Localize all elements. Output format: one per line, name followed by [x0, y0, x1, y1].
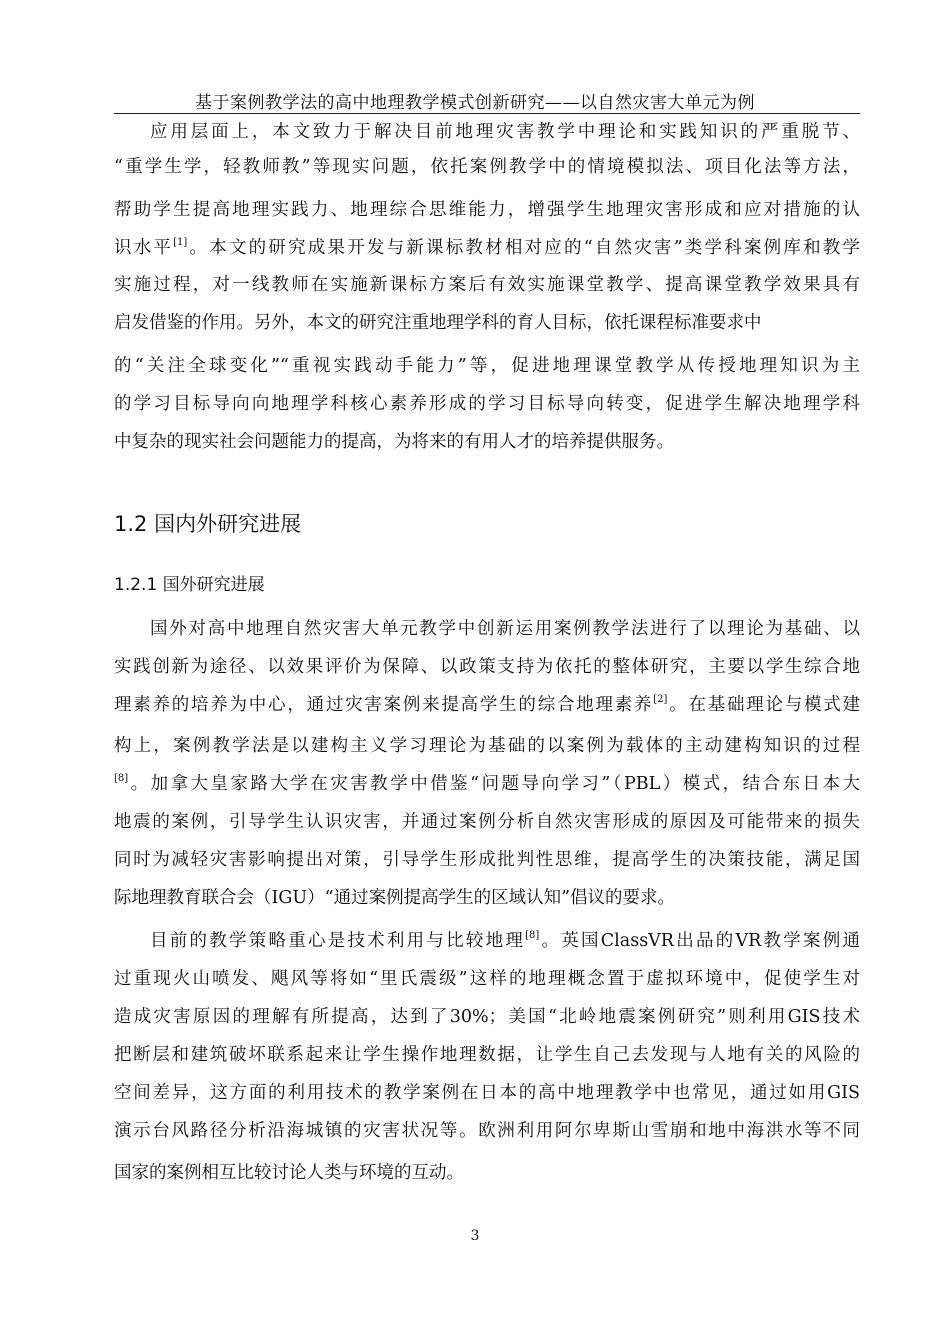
para2-line-4: 构上，案例教学法是以建构主义学习理论为基础的以案例为载体的主动建构知识的过程 [114, 736, 860, 756]
para3-line-1 [150, 930, 860, 951]
section-heading: 1.2 国内外研究进展 [114, 512, 302, 536]
para3-line-1-a: 目前的教学策略重心是技术利用与比较地理 [150, 931, 526, 951]
para2-line-2: 实践创新为途径、以效果评价为保障、以政策支持为依托的整体研究，主要以学生综合地 [114, 657, 860, 677]
header-rule [114, 113, 860, 114]
para1-line-9: 中复杂的现实社会问题能力的提高，为将来的有用人才的培养提供服务。 [114, 432, 674, 452]
para2-line-1: 国外对高中地理自然灾害大单元教学中创新运用案例教学法进行了以理论为基础、以 [150, 619, 860, 639]
para3-line-6: 演示台风路径分析沿海城镇的灾害状况等。欧洲利用阿尔卑斯山雪崩和地中海洪水等不同 [114, 1121, 860, 1141]
para3-line-5: 空间差异，这方面的利用技术的教学案例在日本的高中地理教学中也常见，通过如用GIS [114, 1083, 860, 1103]
para2-line-3-a: 理素养的培养为中心，通过灾害案例来提高学生的综合地理素养 [114, 695, 654, 715]
para3-line-2: 过重现火山喷发、飓风等将如“里氏震级”这样的地理概念置于虚拟环境中，促使学生对 [114, 969, 860, 989]
para2-line-5-b: 。加拿大皇家路大学在灾害教学中借鉴“问题导向学习”（PBL）模式，结合东日本大 [128, 774, 860, 794]
citation-1: [1] [173, 237, 188, 248]
citation-8a: [8] [114, 773, 129, 784]
para2-line-3-b: 。在基础理论与模式建 [667, 695, 861, 715]
para1-line-5: 实施过程，对一线教师在实施新课标方案后有效实施课堂教学、提高课堂教学效果具有 [114, 275, 860, 295]
para2-line-6: 地震的案例，引导学生认识灾害，并通过案例分析自然灾害形成的原因及可能带来的损失 [114, 812, 860, 832]
para1-line-6: 启发借鉴的作用。另外，本文的研究注重地理学科的育人目标，依托课程标准要求中 [114, 313, 762, 333]
para2-line-3 [114, 694, 861, 715]
para3-line-4: 把断层和建筑破坏联系起来让学生操作地理数据，让学生自己去发现与人地有关的风险的 [114, 1045, 860, 1065]
citation-8b: [8] [525, 930, 540, 941]
para1-line-4 [114, 237, 861, 258]
subsection-heading: 1.2.1 国外研究进展 [114, 575, 265, 595]
para1-line-2: “重学生学，轻教师教”等现实问题，依托案例教学中的情境模拟法、项目化法等方法， [114, 157, 860, 177]
para3-line-1-b: 。英国ClassVR出品的VR教学案例通 [539, 931, 860, 951]
para1-line-4-b: 。本文的研究成果开发与新课标教材相对应的“自然灾害”类学科案例库和教学 [187, 238, 861, 258]
para3-line-3: 造成灾害原因的理解有所提高，达到了30%；美国“北岭地震案例研究”则利用GIS技术 [114, 1007, 860, 1027]
para1-line-7: 的“关注全球变化”“重视实践动手能力”等，促进地理课堂教学从传授地理知识为主 [114, 356, 860, 376]
para2-line-8: 际地理教育联合会（IGU）“通过案例提高学生的区域认知”倡议的要求。 [114, 888, 676, 908]
para1-line-4-a: 识水平 [114, 238, 174, 258]
page-number: 3 [470, 1228, 480, 1244]
para2-line-5 [114, 773, 860, 794]
para1-line-8: 的学习目标导向向地理学科核心素养形成的学习目标导向转变，促进学生解决地理学科 [114, 394, 860, 414]
running-header: 基于案例教学法的高中地理教学模式创新研究——以自然灾害大单元为例 [195, 93, 755, 113]
citation-2: [2] [653, 694, 668, 705]
para1-line-1: 应用层面上，本文致力于解决目前地理灾害教学中理论和实践知识的严重脱节、 [150, 122, 860, 142]
para2-line-7: 同时为减轻灾害影响提出对策，引导学生形成批判性思维，提高学生的决策技能，满足国 [114, 850, 860, 870]
para1-line-3: 帮助学生提高地理实践力、地理综合思维能力，增强学生地理灾害形成和应对措施的认 [114, 200, 860, 220]
para3-line-7: 国家的案例相互比较讨论人类与环境的互动。 [114, 1163, 464, 1183]
